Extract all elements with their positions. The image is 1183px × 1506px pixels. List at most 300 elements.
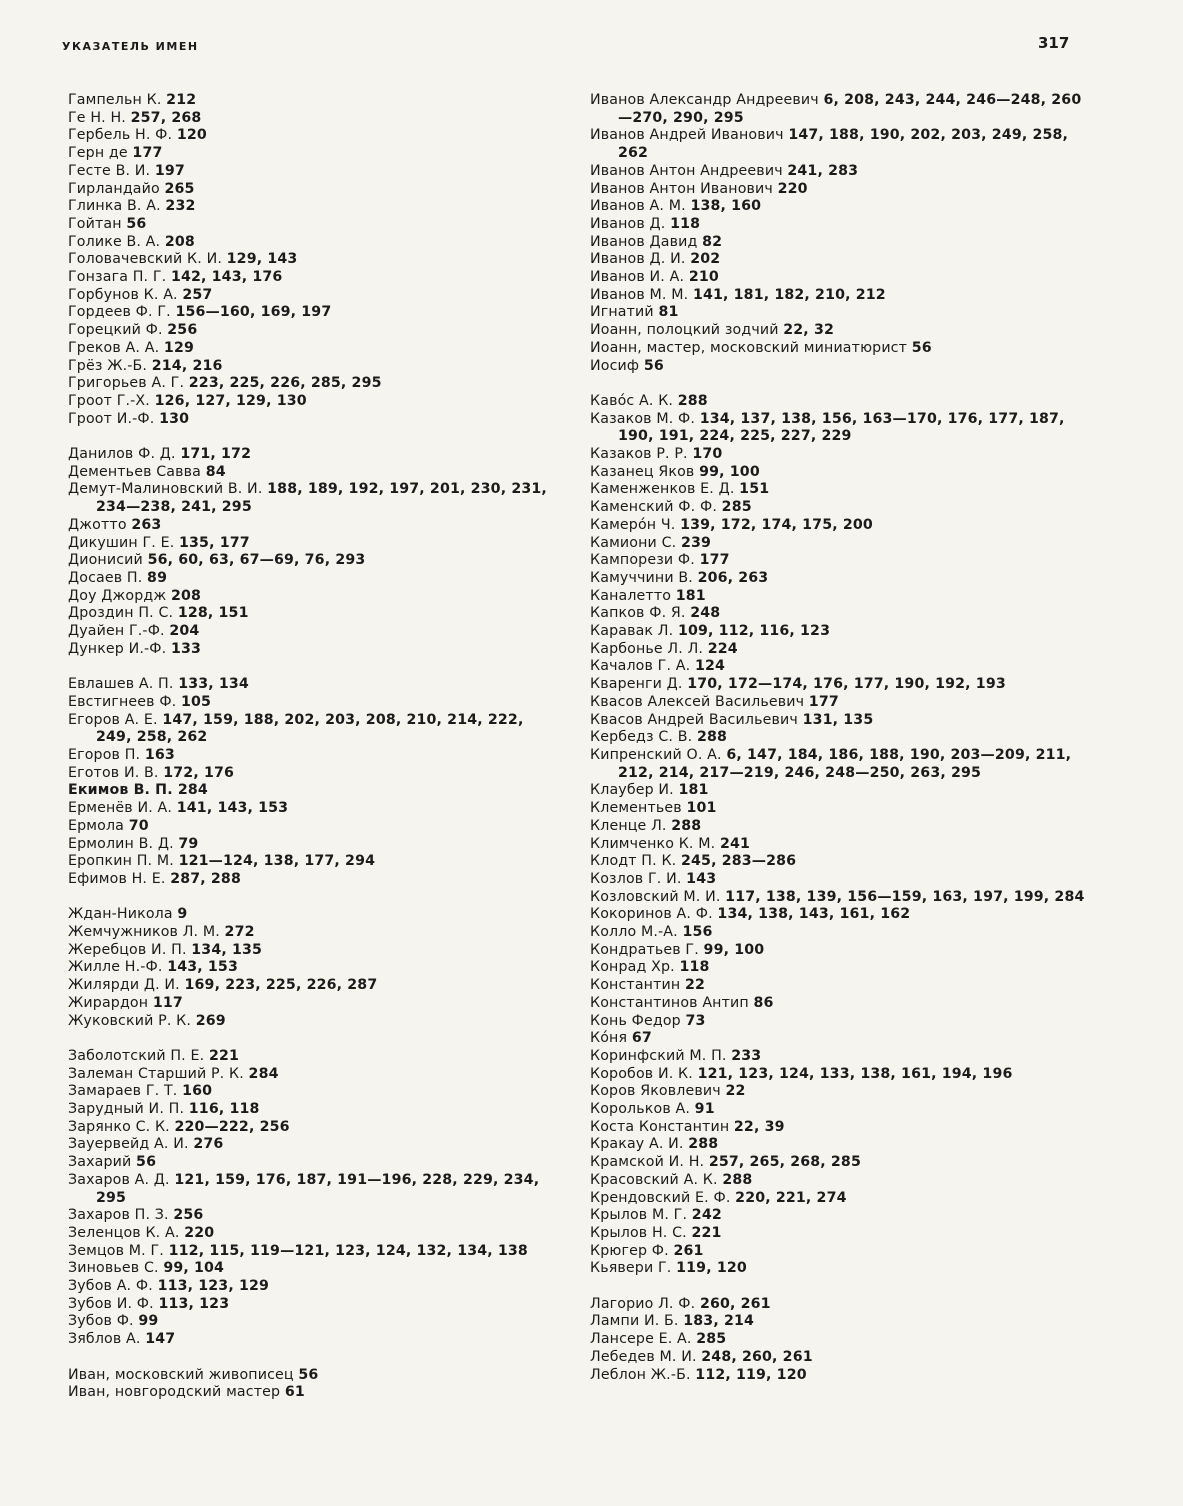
entry-pages: 288: [696, 729, 728, 746]
entry-pages: 221: [691, 1224, 722, 1241]
entry-pages: 147: [145, 1331, 176, 1348]
entry-name: Клементьев: [590, 800, 687, 817]
entry-name: Гампельн К.: [68, 92, 167, 108]
entry-pages: 109, 112, 116, 123: [677, 623, 831, 640]
index-entry: [590, 1119, 1090, 1137]
index-entry: [590, 977, 1090, 995]
index-entry: [590, 694, 1090, 712]
letter-group-gap: [68, 658, 558, 676]
index-entry: [590, 1367, 1090, 1385]
entry-name: Гордеев Ф. Г.: [68, 304, 176, 321]
entry-pages: 288: [677, 392, 708, 409]
index-entry: [68, 340, 558, 358]
index-entry: [590, 535, 1090, 553]
entry-pages: 147, 188, 190, 202, 203, 249, 258, 262: [618, 127, 1069, 162]
entry-name: Земцов М. Г.: [68, 1242, 169, 1259]
entry-pages: 163: [144, 746, 175, 763]
entry-name: Иванов Андрей Иванович: [590, 127, 789, 144]
entry-pages: 73: [685, 1012, 706, 1029]
entry-pages: 170: [692, 446, 723, 463]
index-entry: [68, 1066, 558, 1084]
entry-pages: 208: [164, 233, 195, 250]
index-entry: [68, 1101, 558, 1119]
entry-pages: 56: [911, 339, 932, 356]
index-entry: [590, 181, 1090, 199]
entry-name: Зяблов А.: [68, 1331, 146, 1348]
entry-name: Колло М.-А.: [590, 924, 683, 941]
entry-pages: 101: [686, 800, 717, 817]
entry-pages: 248, 260, 261: [701, 1348, 813, 1365]
entry-name: Каменженков Е. Д.: [590, 481, 740, 498]
entry-pages: 89: [147, 569, 168, 586]
entry-name: Иванов Д.: [590, 215, 671, 232]
entry-pages: 285: [696, 1331, 727, 1348]
index-entry: [68, 712, 558, 747]
index-entry: [590, 588, 1090, 606]
entry-pages: 99, 100: [699, 463, 760, 480]
index-entry: [590, 1136, 1090, 1154]
index-entry: [68, 782, 558, 800]
entry-name: Гойтан: [68, 215, 127, 232]
entry-pages: 67: [631, 1030, 652, 1047]
entry-pages: 210: [688, 269, 719, 286]
entry-pages: 138, 160: [690, 198, 762, 215]
entry-name: Зубов А. Ф.: [68, 1278, 158, 1295]
index-entry: [68, 747, 558, 765]
index-entry: [590, 1296, 1090, 1314]
index-entry: [68, 1154, 558, 1172]
entry-name: Зеленцов К. А.: [68, 1224, 185, 1241]
entry-name: Козлов Г. И.: [590, 870, 687, 887]
index-entry: [590, 676, 1090, 694]
entry-name: Ермола: [68, 817, 129, 834]
entry-pages: 9: [177, 906, 188, 923]
entry-pages: 151: [739, 481, 770, 498]
entry-pages: 221: [208, 1047, 240, 1064]
entry-pages: 56: [643, 357, 664, 374]
index-entry: [590, 464, 1090, 482]
entry-name: Зарянко С. К.: [68, 1118, 175, 1135]
entry-pages: 276: [193, 1136, 224, 1153]
index-entry: [68, 375, 558, 393]
index-entry: [590, 499, 1090, 517]
index-entry: [590, 959, 1090, 977]
entry-name: Евлашев А. П.: [68, 676, 179, 693]
entry-name: Глинка В. А.: [68, 198, 166, 215]
entry-pages: 134, 138, 143, 161, 162: [717, 906, 911, 923]
entry-name: Зубов Ф.: [68, 1313, 139, 1330]
entry-name: Кампорези Ф.: [590, 552, 700, 569]
index-entry: [68, 871, 558, 889]
index-entry: [590, 1154, 1090, 1172]
entry-name: Крамской И. Н.: [590, 1154, 709, 1171]
entry-name: Демут-Малиновский В. И.: [68, 481, 268, 498]
entry-name: Заболотский П. Е.: [68, 1047, 209, 1064]
entry-pages: 129, 143: [226, 251, 298, 268]
index-entry: [68, 1313, 558, 1331]
entry-pages: 141, 181, 182, 210, 212: [692, 286, 886, 303]
entry-pages: 156: [682, 924, 713, 941]
entry-pages: 142, 143, 176: [170, 269, 283, 286]
entry-pages: 257: [182, 286, 213, 303]
entry-name: Иоанн, полоцкий зодчий: [590, 322, 784, 339]
entry-pages: 56, 60, 63, 67—69, 76, 293: [147, 552, 366, 569]
entry-name: Иванов Д. И.: [590, 251, 691, 268]
index-entry: [590, 1207, 1090, 1225]
entry-pages: 61: [284, 1384, 305, 1401]
index-entry: [590, 995, 1090, 1013]
entry-name: Жилле Н.-Ф.: [68, 959, 168, 976]
entry-pages: 257, 265, 268, 285: [708, 1154, 861, 1171]
entry-pages: 202: [690, 251, 721, 268]
entry-pages: 204: [169, 623, 200, 640]
index-entry: [68, 1384, 558, 1402]
entry-name: Крюгер Ф.: [590, 1242, 674, 1259]
entry-name: Кондратьев Г.: [590, 941, 704, 958]
entry-name: Качалов Г. А.: [590, 658, 695, 675]
index-entry: [68, 906, 558, 924]
entry-name: Каменский Ф. Ф.: [590, 499, 722, 516]
index-entry: [68, 464, 558, 482]
index-entry: [590, 287, 1090, 305]
entry-name: Иван, московский живописец: [68, 1366, 299, 1383]
index-entry: [590, 358, 1090, 376]
entry-pages: 206, 263: [697, 569, 769, 586]
index-entry: [590, 393, 1090, 411]
entry-name: Крендовский Е. Ф.: [590, 1189, 736, 1206]
index-entry: [590, 552, 1090, 570]
index-entry: [68, 287, 558, 305]
index-entry: [68, 234, 558, 252]
index-entry: [68, 605, 558, 623]
entry-pages: 160: [182, 1083, 213, 1100]
entry-pages: 256: [173, 1207, 204, 1224]
entry-name: Камуччини В.: [590, 569, 698, 586]
index-entry: [68, 1013, 558, 1031]
letter-group-gap: [68, 1349, 558, 1367]
index-entry: [68, 1278, 558, 1296]
index-entry: [68, 1225, 558, 1243]
entry-name: Иван, новгородский мастер: [68, 1384, 285, 1401]
index-entry: [68, 676, 558, 694]
index-entry: [590, 517, 1090, 535]
entry-pages: 6, 147, 184, 186, 188, 190, 203—209, 211, 212, 214, 217—219, 246, 248—250, 263, 295: [618, 747, 1072, 781]
entry-pages: 169, 223, 225, 226, 287: [184, 977, 378, 994]
index-entry: [68, 1136, 558, 1154]
letter-group-gap: [68, 1030, 558, 1048]
index-entry: [590, 658, 1090, 676]
entry-name: Джотто: [68, 516, 132, 533]
index-entry: [68, 251, 558, 269]
entry-pages: 112, 115, 119—121, 123, 124, 132, 134, 138: [168, 1242, 528, 1259]
entry-pages: 232: [165, 198, 196, 215]
entry-name: Голике В. А.: [68, 233, 165, 250]
index-entry: [590, 322, 1090, 340]
entry-name: Егоров П.: [68, 746, 145, 763]
entry-name: Гонзага П. Г.: [68, 269, 171, 286]
entry-pages: 99, 104: [163, 1260, 225, 1277]
entry-name: Захаров П. З.: [68, 1207, 174, 1224]
index-entry: [68, 995, 558, 1013]
index-entry: [68, 446, 558, 464]
entry-name: Герн де: [68, 145, 133, 162]
entry-name: Казаков Р. Р.: [590, 446, 693, 463]
index-entry: [68, 411, 558, 429]
index-entry: [68, 1260, 558, 1278]
index-entry: [68, 322, 558, 340]
index-entry: [68, 216, 558, 234]
entry-pages: 128, 151: [177, 605, 249, 622]
entry-pages: 116, 118: [188, 1101, 260, 1118]
entry-pages: 91: [694, 1101, 715, 1118]
index-entry: [590, 1030, 1090, 1048]
index-entry: [590, 623, 1090, 641]
index-entry: [590, 747, 1090, 782]
entry-pages: 86: [753, 994, 774, 1011]
entry-name: Иосиф: [590, 357, 644, 374]
index-entry: [68, 304, 558, 322]
entry-name: Еготов И. В.: [68, 764, 164, 781]
index-entry: [590, 1331, 1090, 1349]
index-entry: [68, 588, 558, 606]
entry-pages: 245, 283—286: [681, 853, 797, 870]
entry-name: Кваренги Д.: [590, 676, 688, 693]
entry-pages: 22: [684, 977, 706, 994]
entry-name: Конь Федор: [590, 1012, 686, 1029]
entry-name: Иванов И. А.: [590, 269, 689, 286]
index-entry: [68, 942, 558, 960]
index-entry: [68, 1296, 558, 1314]
entry-pages: 56: [126, 215, 147, 232]
entry-name: Камерóн Ч.: [590, 516, 681, 533]
entry-pages: 177: [132, 145, 163, 162]
entry-name: Егоров А. Е.: [68, 711, 163, 728]
index-entry: [590, 641, 1090, 659]
entry-pages: 220: [184, 1224, 215, 1241]
entry-pages: 288: [688, 1136, 719, 1153]
entry-name: Лансере Е. А.: [590, 1331, 697, 1348]
page-number: 317: [1038, 34, 1070, 52]
index-entry: [590, 712, 1090, 730]
entry-pages: 183, 214: [683, 1313, 755, 1330]
entry-name: Крылов М. Г.: [590, 1207, 692, 1224]
entry-name: Грёз Ж.-Б.: [68, 357, 152, 374]
entry-pages: 130: [159, 410, 190, 427]
entry-name: Кипренский О. А.: [590, 747, 727, 763]
index-entry: [590, 1190, 1090, 1208]
index-entry: [68, 358, 558, 376]
index-entry: [590, 92, 1090, 127]
index-entry: [68, 765, 558, 783]
index-entry: [590, 570, 1090, 588]
index-entry: [68, 800, 558, 818]
entry-pages: 143, 153: [167, 959, 238, 976]
entry-name: Каравак Л.: [590, 623, 678, 640]
letter-group-gap: [68, 428, 558, 446]
entry-name: Гербель Н. Ф.: [68, 127, 177, 144]
entry-pages: 248: [690, 605, 721, 622]
index-entry: [590, 836, 1090, 854]
entry-pages: 265: [164, 180, 195, 197]
entry-name: Иванов А. М.: [590, 198, 691, 215]
entry-name: Коринфский М. П.: [590, 1047, 732, 1064]
entry-pages: 257, 268: [130, 109, 202, 126]
entry-name: Камиони С.: [590, 534, 681, 551]
entry-name: Казаков М. Ф.: [590, 410, 700, 427]
index-entry: [68, 641, 558, 659]
entry-name: Коста Константин: [590, 1118, 734, 1135]
index-entry: [68, 818, 558, 836]
index-entry: [590, 1101, 1090, 1119]
entry-pages: 156—160, 169, 197: [175, 304, 332, 321]
entry-pages: 135, 177: [179, 534, 250, 551]
entry-name: Лагорио Л. Ф.: [590, 1295, 700, 1312]
entry-name: Досаев П.: [68, 569, 148, 586]
entry-pages: 181: [678, 782, 709, 799]
entry-name: Игнатий: [590, 304, 659, 321]
entry-pages: 56: [136, 1154, 157, 1171]
entry-pages: 260, 261: [699, 1295, 771, 1312]
index-entry: [590, 889, 1090, 907]
index-entry: [68, 1367, 558, 1385]
entry-name: Гроот И.-Ф.: [68, 410, 160, 427]
entry-pages: 256: [167, 322, 198, 339]
entry-name: Козловский М. И.: [590, 888, 726, 905]
entry-name: Кавóс А. К.: [590, 392, 678, 409]
entry-name: Красовский А. К.: [590, 1171, 723, 1188]
index-column-right: [590, 92, 1090, 1384]
index-entry: [590, 198, 1090, 216]
index-entry: [68, 163, 558, 181]
entry-pages: 263: [131, 516, 162, 533]
index-entry: [590, 411, 1090, 446]
index-entry: [68, 393, 558, 411]
entry-name: Леблон Ж.-Б.: [590, 1366, 696, 1383]
index-entry: [68, 1048, 558, 1066]
entry-name: Гроот Г.-Х.: [68, 392, 155, 409]
index-entry: [590, 163, 1090, 181]
entry-name: Конрад Хр.: [590, 959, 680, 976]
entry-name: Клодт П. К.: [590, 853, 681, 870]
entry-pages: 147, 159, 188, 202, 203, 208, 210, 214, 222, 249, 258, 262: [96, 711, 524, 746]
entry-pages: 124: [694, 658, 726, 675]
entry-name: Данилов Ф. Д.: [68, 446, 181, 463]
entry-name: Коров Яковлевич: [590, 1083, 726, 1100]
entry-pages: 197: [154, 162, 185, 179]
index-entry: [590, 818, 1090, 836]
entry-name: Корольков А.: [590, 1101, 695, 1118]
entry-pages: 82: [702, 233, 723, 250]
entry-pages: 131, 135: [802, 711, 874, 728]
entry-pages: 288: [722, 1171, 753, 1188]
entry-pages: 284: [248, 1065, 279, 1082]
index-entry: [590, 1349, 1090, 1367]
entry-name: Иванов М. М.: [590, 286, 693, 303]
index-entry: [590, 800, 1090, 818]
entry-pages: 99: [138, 1313, 159, 1330]
entry-pages: 133, 134: [178, 676, 249, 693]
entry-name: Екимов В. П.: [68, 782, 178, 799]
index-entry: [590, 127, 1090, 162]
index-entry: [68, 92, 558, 110]
index-entry: [68, 1119, 558, 1137]
entry-name: Константин: [590, 977, 685, 994]
entry-name: Греков А. А.: [68, 339, 164, 356]
index-entry: [590, 1048, 1090, 1066]
entry-name: Евстигнеев Ф.: [68, 693, 182, 710]
entry-name: Жирардон: [68, 994, 153, 1011]
entry-name: Кленце Л.: [590, 817, 672, 834]
entry-pages: 214, 216: [151, 357, 223, 374]
entry-pages: 121, 159, 176, 187, 191—196, 228, 229, 234, 295: [96, 1171, 540, 1206]
letter-group-gap: [590, 375, 1090, 393]
index-entry: [68, 1207, 558, 1225]
entry-name: Константинов Антип: [590, 994, 754, 1011]
index-entry: [590, 1243, 1090, 1261]
entry-name: Залеман Старший Р. К.: [68, 1065, 249, 1082]
entry-pages: 141, 143, 153: [176, 800, 289, 817]
entry-name: Казанец Яков: [590, 463, 700, 480]
entry-pages: 287, 288: [170, 870, 241, 887]
entry-name: Коробов И. К.: [590, 1065, 698, 1082]
entry-pages: 22: [725, 1083, 746, 1100]
entry-name: Ефимов Н. Е.: [68, 870, 171, 887]
entry-name: Кóня: [590, 1030, 632, 1047]
entry-pages: 112, 119, 120: [695, 1366, 807, 1383]
entry-name: Иванов Антон Андреевич: [590, 162, 788, 179]
entry-pages: 99, 100: [703, 941, 765, 958]
entry-name: Зауервейд А. И.: [68, 1136, 194, 1153]
entry-name: Лампи И. Б.: [590, 1313, 684, 1330]
index-entry: [590, 1013, 1090, 1031]
index-entry: [590, 340, 1090, 358]
entry-pages: 212: [166, 92, 197, 108]
index-entry: [68, 623, 558, 641]
entry-name: Григорьев А. Г.: [68, 375, 189, 392]
entry-name: Захарий: [68, 1154, 137, 1171]
entry-name: Карбонье Л. Л.: [590, 640, 708, 657]
entry-name: Иванов Александр Андреевич: [590, 92, 824, 108]
entry-name: Гесте В. И.: [68, 162, 155, 179]
index-entry: [590, 481, 1090, 499]
index-entry: [68, 977, 558, 995]
entry-name: Кьявери Г.: [590, 1260, 677, 1277]
entry-pages: 22, 32: [783, 322, 834, 339]
entry-pages: 269: [195, 1012, 226, 1029]
index-entry: [68, 198, 558, 216]
entry-pages: 208: [170, 587, 202, 604]
entry-pages: 121—124, 138, 177, 294: [178, 853, 376, 870]
entry-name: Квасов Алексей Васильевич: [590, 693, 809, 710]
entry-pages: 171, 172: [180, 446, 252, 463]
index-entry: [68, 269, 558, 287]
index-entry: [68, 110, 558, 128]
index-entry: [68, 517, 558, 535]
entry-name: Кербедз С. В.: [590, 729, 697, 746]
index-entry: [590, 1225, 1090, 1243]
entry-pages: 6, 208, 243, 244, 246—248, 260—270, 290, 295: [618, 92, 1082, 126]
index-entry: [590, 782, 1090, 800]
entry-pages: 285: [721, 499, 752, 516]
entry-pages: 220—222, 256: [174, 1118, 290, 1135]
entry-name: Ермолин В. Д.: [68, 835, 179, 852]
index-entry: [590, 1313, 1090, 1331]
index-entry: [590, 304, 1090, 322]
index-entry: [590, 216, 1090, 234]
entry-name: Доу Джордж: [68, 587, 171, 604]
entry-name: Дроздин П. С.: [68, 605, 178, 622]
entry-pages: 220: [777, 180, 808, 197]
